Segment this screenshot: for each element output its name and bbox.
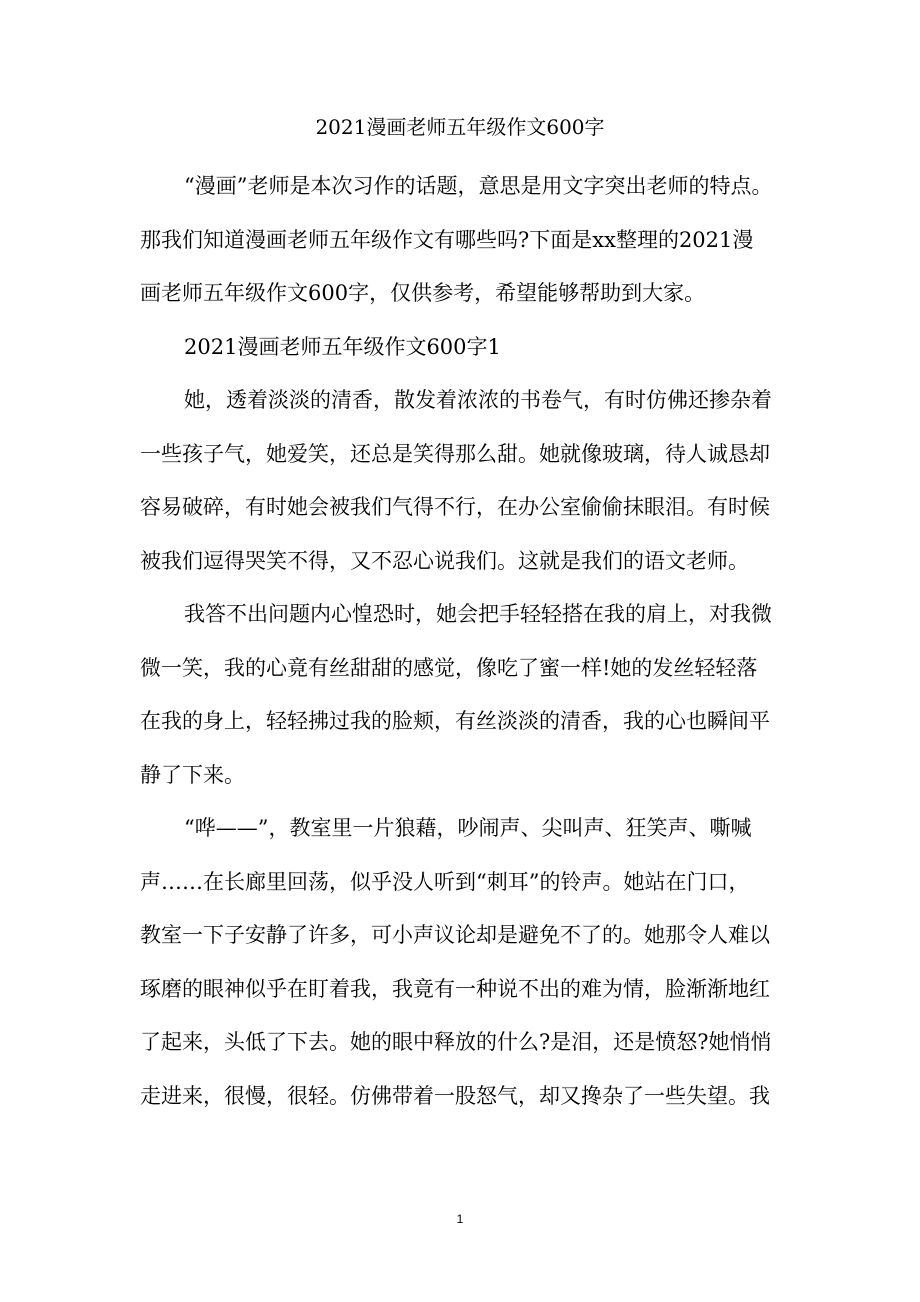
paragraph-line: 在我的身上，轻轻拂过我的脸颊，有丝淡淡的清香，我的心也瞬间平 — [140, 709, 770, 733]
paragraph-line: 微一笑，我的心竟有丝甜甜的感觉，像吃了蜜一样!她的发丝轻轻落 — [140, 655, 758, 680]
paragraph-line: 琢磨的眼神似乎在盯着我，我竟有一种说不出的难为情，脸渐渐地红 — [140, 976, 770, 1001]
paragraph-line: 画老师五年级作文600字，仅供参考，希望能够帮助到大家。 — [140, 281, 706, 305]
paragraph-line: “哗——”，教室里一片狼藉，吵闹声、尖叫声、狂笑声、嘶喊 — [184, 816, 752, 840]
paragraph-line: 走进来，很慢，很轻。仿佛带着一股怒气，却又搀杂了一些失望。我 — [140, 1083, 770, 1108]
paragraph-line: 她，透着淡淡的清香，散发着浓浓的书卷气，有时仿佛还掺杂着 — [184, 388, 772, 412]
paragraph-line: 了起来，头低了下去。她的眼中释放的什么?是泪，还是愤怒?她悄悄 — [140, 1030, 772, 1054]
paragraph-line: “漫画”老师是本次习作的话题，意思是用文字突出老师的特点。 — [184, 174, 773, 198]
document-title: 2021漫画老师五年级作文600字 — [315, 115, 605, 139]
paragraph-line: 被我们逗得哭笑不得，又不忍心说我们。这就是我们的语文老师。 — [140, 548, 749, 573]
paragraph-line: 那我们知道漫画老师五年级作文有哪些吗?下面是xx整理的2021漫 — [140, 227, 754, 252]
paragraph-line: 教室一下子安静了许多，可小声议论却是避免不了的。她那令人难以 — [140, 923, 770, 947]
document-body — [140, 160, 780, 1123]
section-heading: 2021漫画老师五年级作文600字1 — [184, 334, 501, 359]
paragraph-line: 声……在长廊里回荡，似乎没人听到“刺耳”的铃声。她站在门口， — [140, 869, 750, 894]
paragraph-line: 容易破碎，有时她会被我们气得不行，在办公室偷偷抹眼泪。有时候 — [140, 495, 770, 519]
paragraph-line: 我答不出问题内心惶恐时，她会把手轻轻搭在我的肩上，对我微 — [184, 602, 772, 626]
paragraph-line: 静了下来。 — [140, 762, 245, 787]
paragraph-line: 一些孩子气，她爱笑，还总是笑得那么甜。她就像玻璃，待人诚恳却 — [140, 441, 770, 466]
page-number: 1 — [456, 1212, 464, 1226]
